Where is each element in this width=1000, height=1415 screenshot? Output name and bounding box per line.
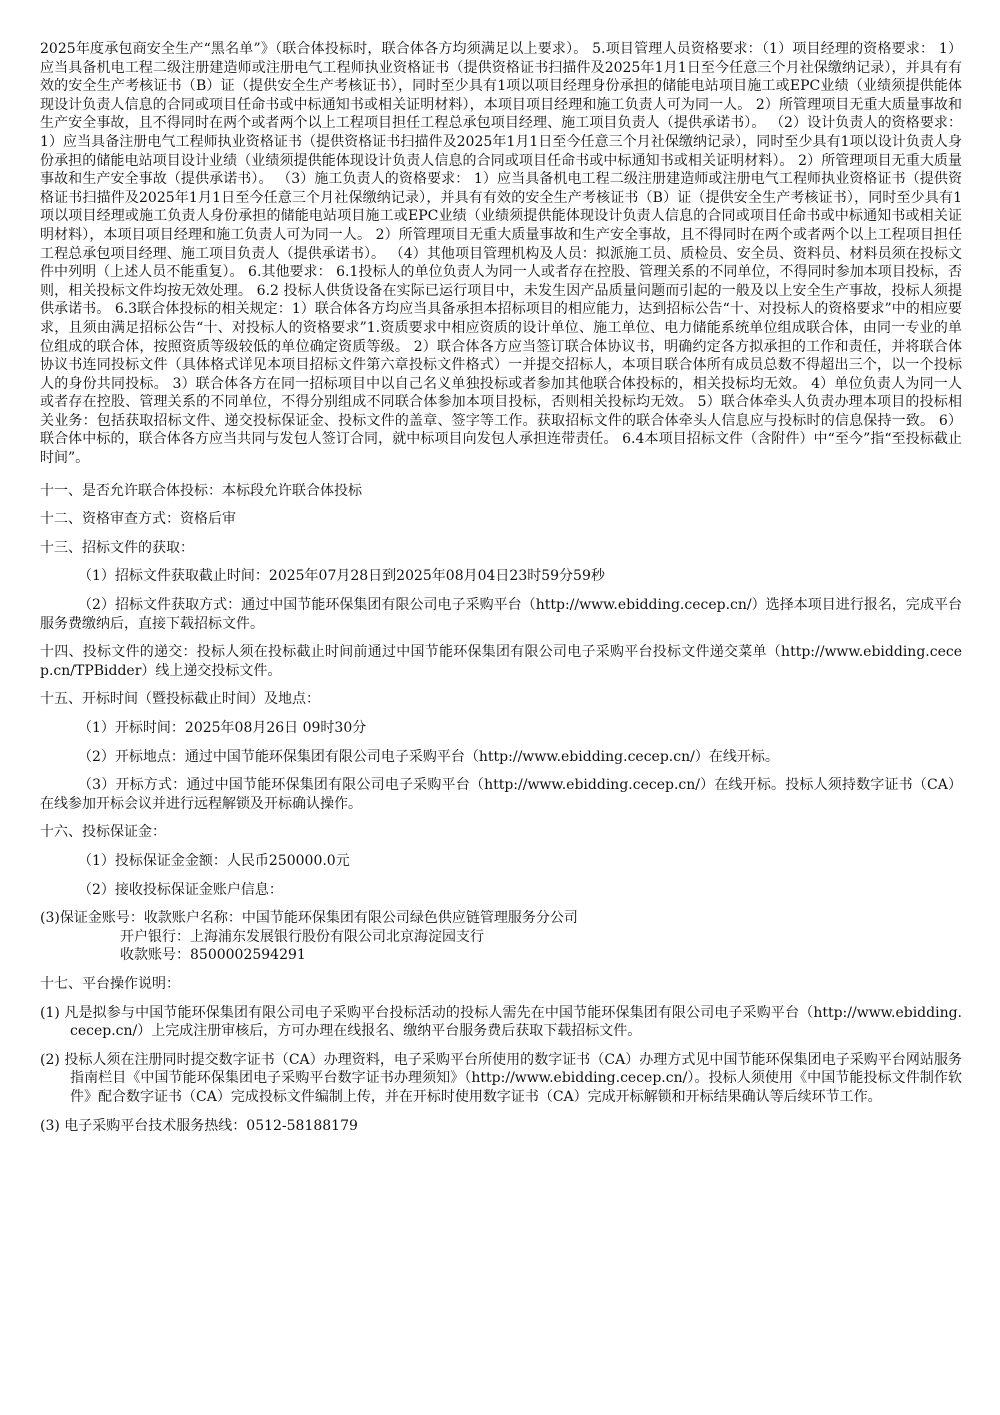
bank-account-info xyxy=(40,909,962,965)
document-page xyxy=(40,40,962,1135)
section-15-item-2: （2）开标地点：通过中国节能环保集团有限公司电子采购平台（http://www.ebidding.cecep.cn/）在线开标。 xyxy=(78,748,779,765)
bank-account-name: (3)保证金账号：收款账户名称：中国节能环保集团有限公司绿色供应链管理服务分公司 xyxy=(40,910,578,927)
section-17-item-1: (1) 凡是拟参与中国节能环保集团有限公司电子采购平台投标活动的投标人需先在中国节能环保集团有限公司电子采购平台（http://www.ebidding.cecep.cn/）上完成注册审核后，方可办理在线报名、缴纳平台服务费后获取下载招标文件。 xyxy=(40,1004,962,1040)
section-16-heading: 十六、投标保证金： xyxy=(40,824,166,841)
section-13-item-2: （2）招标文件获取方式：通过中国节能环保集团有限公司电子采购平台（http://www.ebidding.cecep.cn/）选择本项目进行报名，完成平台服务费缴纳后，直接下载招标文件。 xyxy=(40,597,962,632)
section-12-qualification-review: 十二、资格审查方式：资格后审 xyxy=(40,511,236,528)
section-16-item-2: （2）接收投标保证金账户信息： xyxy=(78,881,283,898)
bank-account-number: 收款账号：8500002594291 xyxy=(120,947,306,964)
section-14-submission: 十四、投标文件的递交：投标人须在投标截止时间前通过中国节能环保集团有限公司电子采购平台投标文件递交菜单（http://www.ebidding.cecep.cn/TPBidder）线上递交投标文件。 xyxy=(40,644,962,679)
bank-name: 开户银行：上海浦东发展银行股份有限公司北京海淀园支行 xyxy=(120,928,484,945)
section-15-item-3: （3）开标方式：通过中国节能环保集团有限公司电子采购平台（http://www.ebidding.cecep.cn/）在线开标。投标人须持数字证书（CA）在线参加开标会议并进行远程解锁及开标确认操作。 xyxy=(40,777,962,812)
section-11-consortium: 十一、是否允许联合体投标：本标段允许联合体投标 xyxy=(40,482,362,499)
section-15-heading: 十五、开标时间（暨投标截止时间）及地点： xyxy=(40,691,320,708)
section-17-item-3: (3) 电子采购平台技术服务热线：0512-58188179 xyxy=(40,1117,358,1134)
qualification-requirements-text: 2025年度承包商安全生产“黑名单”》（联合体投标时，联合体各方均须满足以上要求）。 5.项目管理人员资格要求：（1）项目经理的资格要求： 1）应当具备机电工程二级注册建造师或注册电气工程师执业资格证书（提供资格证书扫描件及2025年1月1日至今任意三个月社保缴纳记录），并具有有效的安全生产考核证书（B）证（提供安全生产考核证书），同时至少具有1项以项目经理身份承担的储能电站项目施工或EPC业绩（业绩须提供能体现设计负责人信息的合同或项目任命书或中标通知书或相关证明材料），本项目项目经理和施工负责人可为同一人。 2）所管理项目无重大质量事故和生产安全事故，且不得同时在两个或者两个以上工程项目担任工程总承包项目经理、施工项目负责人（提供承诺书）。 （2）设计负责人的资格要求： 1）应当具备注册电气工程师执业资格证书（提供资格证书扫描件及2025年1月1日至今任意三个月社保缴纳记录），同时至少具有1项以设计负责人身份承担的储能电站项目设计业绩（业绩须提供能体现设计负责人信息的合同或项目任命书或中标通知书或相关证明材料）。 2）所管理项目无重大质量事故和生产安全事故（提供承诺书）。 （3）施工负责人的资格要求： 1）应当具备机电工程二级注册建造师或注册电气工程师执业资格证书（提供资格证书扫描件及2025年1月1日至今任意三个月社保缴纳记录），并具有有效的安全生产考核证书（B）证（提供安全生产考核证书），同时至少具有1项以项目经理或施工负责人身份承担的储能电站项目施工或EPC业绩（业绩须提供能体现设计负责人信息的合同或项目任命书或中标通知书或相关证明材料），本项目项目经理和施工负责人可为同一人。 2）所管理项目无重大质量事故和生产安全事故，且不得同时在两个或者两个以上工程项目担任工程总承包项目经理、施工项目负责人（提供承诺书）。 （4）其他项目管理机构及人员：拟派施工员、质检员、安全员、资料员、材料员须在投标文件中列明（上述人员不能重复）。 6.其他要求： 6.1投标人的单位负责人为同一人或者存在控股、管理关系的不同单位，不得同时参加本项目投标，否则，相关投标文件均按无效处理。 6.2 投标人供货设备在实际已运行项目中，未发生因产品质量问题而引起的一般及以上安全生产事故，投标人须提供承诺书。 6.3联合体投标的相关规定：1）联合体各方均应当具备承担本招标项目的相应能力，达到招标公告“十、对投标人的资格要求”中的相应要求，且须由满足招标公告“十、对投标人的资格要求”1.资质要求中相应资质的设计单位、施工单位、电力储能系统单位组成联合体，由同一专业的单位组成的联合体，按照资质等级较低的单位确定资质等级。 2）联合体各方应当签订联合体协议书，明确约定各方拟承担的工作和责任，并将联合体协议书连同投标文件（具体格式详见本项目招标文件第六章投标文件格式）一并提交招标人，本项目联合体所有成员总数不得超出三个，以一个投标人的身份共同投标。 3）联合体各方在同一招标项目中以自己名义单独投标或者参加其他联合体投标的，相关投标均无效。 4）单位负责人为同一人或者存在控股、管理关系的不同单位，不得分别组成不同联合体参加本项目投标，否则相关投标均无效。 5）联合体牵头人负责办理本项目的投标相关业务：包括获取招标文件、递交投标保证金、投标文件的盖章、签字等工作。获取招标文件的联合体牵头人信息应与投标时的信息保持一致。 6）联合体中标的，联合体各方应当共同与发包人签订合同，就中标项目向发包人承担连带责任。 6.4本项目招标文件（含附件）中“至今”指“至投标截止时间”。 xyxy=(40,41,962,467)
section-17-item-2: (2) 投标人须在注册同时提交数字证书（CA）办理资料，电子采购平台所使用的数字证书（CA）办理方式见中国节能环保集团电子采购平台网站服务指南栏目《中国节能环保集团电子采购平台数字证书办理须知》（http://www.ebidding.cecep.cn/）。投标人须使用《中国节能投标文件制作软件》配合数字证书（CA）完成投标文件编制上传，并在开标时使用数字证书（CA）完成开标解锁和开标结果确认等后续环节工作。 xyxy=(40,1051,962,1105)
section-13-item-1: （1）招标文件获取截止时间：2025年07月28日到2025年08月04日23时59分59秒 xyxy=(78,568,605,585)
section-13-heading: 十三、招标文件的获取： xyxy=(40,539,194,556)
section-17-heading: 十七、平台操作说明： xyxy=(40,975,180,992)
section-16-item-1: （1）投标保证金金额：人民币250000.0元 xyxy=(78,852,350,869)
section-15-item-1: （1）开标时间：2025年08月26日 09时30分 xyxy=(78,720,367,736)
